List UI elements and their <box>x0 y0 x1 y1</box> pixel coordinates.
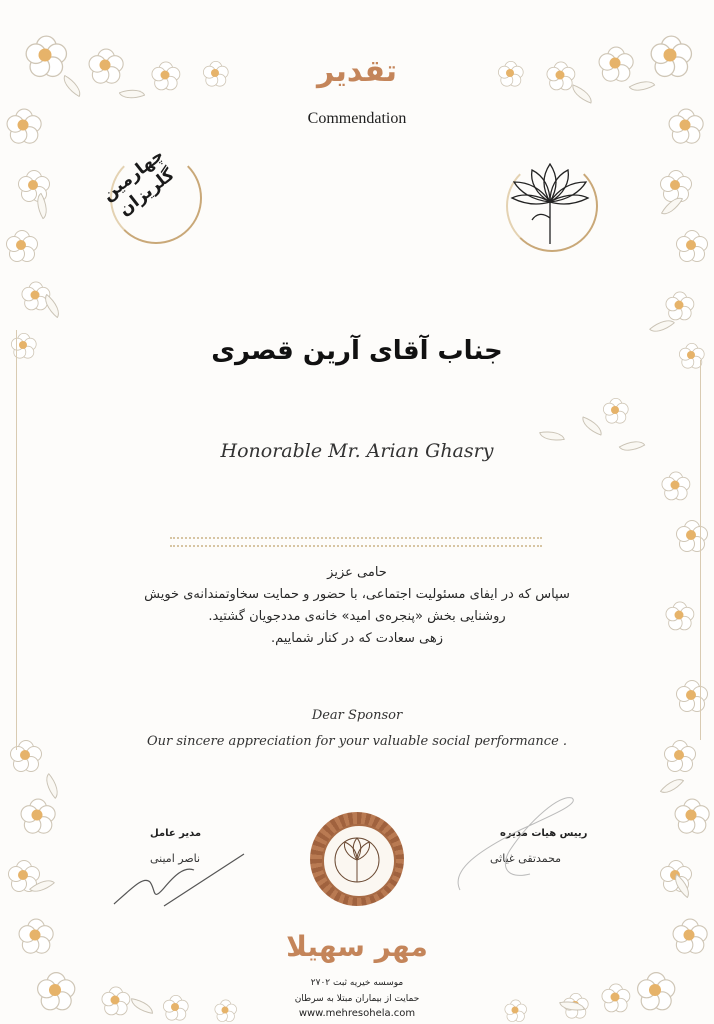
ceo-signature <box>104 846 254 916</box>
leaf-icon <box>660 773 685 799</box>
message-line: سپاس که در ایفای مسئولیت اجتماعی، با حضور و حمایت سخاوتمندانه‌ی خویش <box>144 587 570 602</box>
title-english: Commendation <box>307 110 407 127</box>
appreciation-text: Our sincere appreciation for your valuable social performance . <box>146 734 568 749</box>
message-persian <box>110 562 604 650</box>
board-chair-signature <box>440 790 590 900</box>
frame-line <box>700 360 701 740</box>
flower-icon <box>6 230 36 260</box>
flower-icon <box>660 170 690 200</box>
seal-lotus-icon <box>327 830 387 890</box>
event-logo-text: چهارمین گلریزان <box>98 144 179 221</box>
flower-icon <box>676 230 706 260</box>
footer-mission: حمایت از بیماران مبتلا به سرطان <box>294 994 420 1004</box>
footer-website: www.mehresohela.com <box>298 1008 416 1019</box>
flower-icon <box>666 292 693 319</box>
title-persian: تقدیر <box>316 54 398 89</box>
flower-icon <box>18 170 48 200</box>
dotted-divider <box>170 537 542 547</box>
flower-icon <box>662 472 689 499</box>
ceo-name: ناصر امینی <box>150 852 201 865</box>
leaf-icon <box>40 773 65 799</box>
brand-name: مهر سهیلا <box>286 930 428 963</box>
ceo-title: مدیر عامل <box>150 828 202 839</box>
flower-icon <box>675 799 708 832</box>
message-greeting: حامی عزیز <box>327 565 387 580</box>
board-chair-title: رییس هیات مدیره <box>500 828 588 839</box>
board-chair-name: محمدتقی غیاثی <box>490 852 562 865</box>
message-line: زهی سعادت که در کنار شماییم. <box>270 631 444 646</box>
message-line: روشنایی بخش «پنجره‌ی امید» خانه‌ی مددجویان گشتید. <box>208 609 506 624</box>
lotus-icon <box>502 158 598 248</box>
flower-icon <box>21 799 54 832</box>
flower-icon <box>603 398 627 422</box>
flower-icon <box>666 602 693 629</box>
flower-icon <box>676 520 706 550</box>
frame-line <box>16 330 17 750</box>
recipient-name-english: Honorable Mr. Arian Ghasry <box>220 440 494 462</box>
leaf-icon <box>579 416 606 435</box>
flower-icon <box>676 680 706 710</box>
recipient-name-persian: جناب آقای آرین قصری <box>211 336 503 366</box>
dear-sponsor-text: Dear Sponsor <box>311 708 403 723</box>
footer-registration: موسسه خیریه ثبت ۲۷۰۲ <box>310 978 404 988</box>
